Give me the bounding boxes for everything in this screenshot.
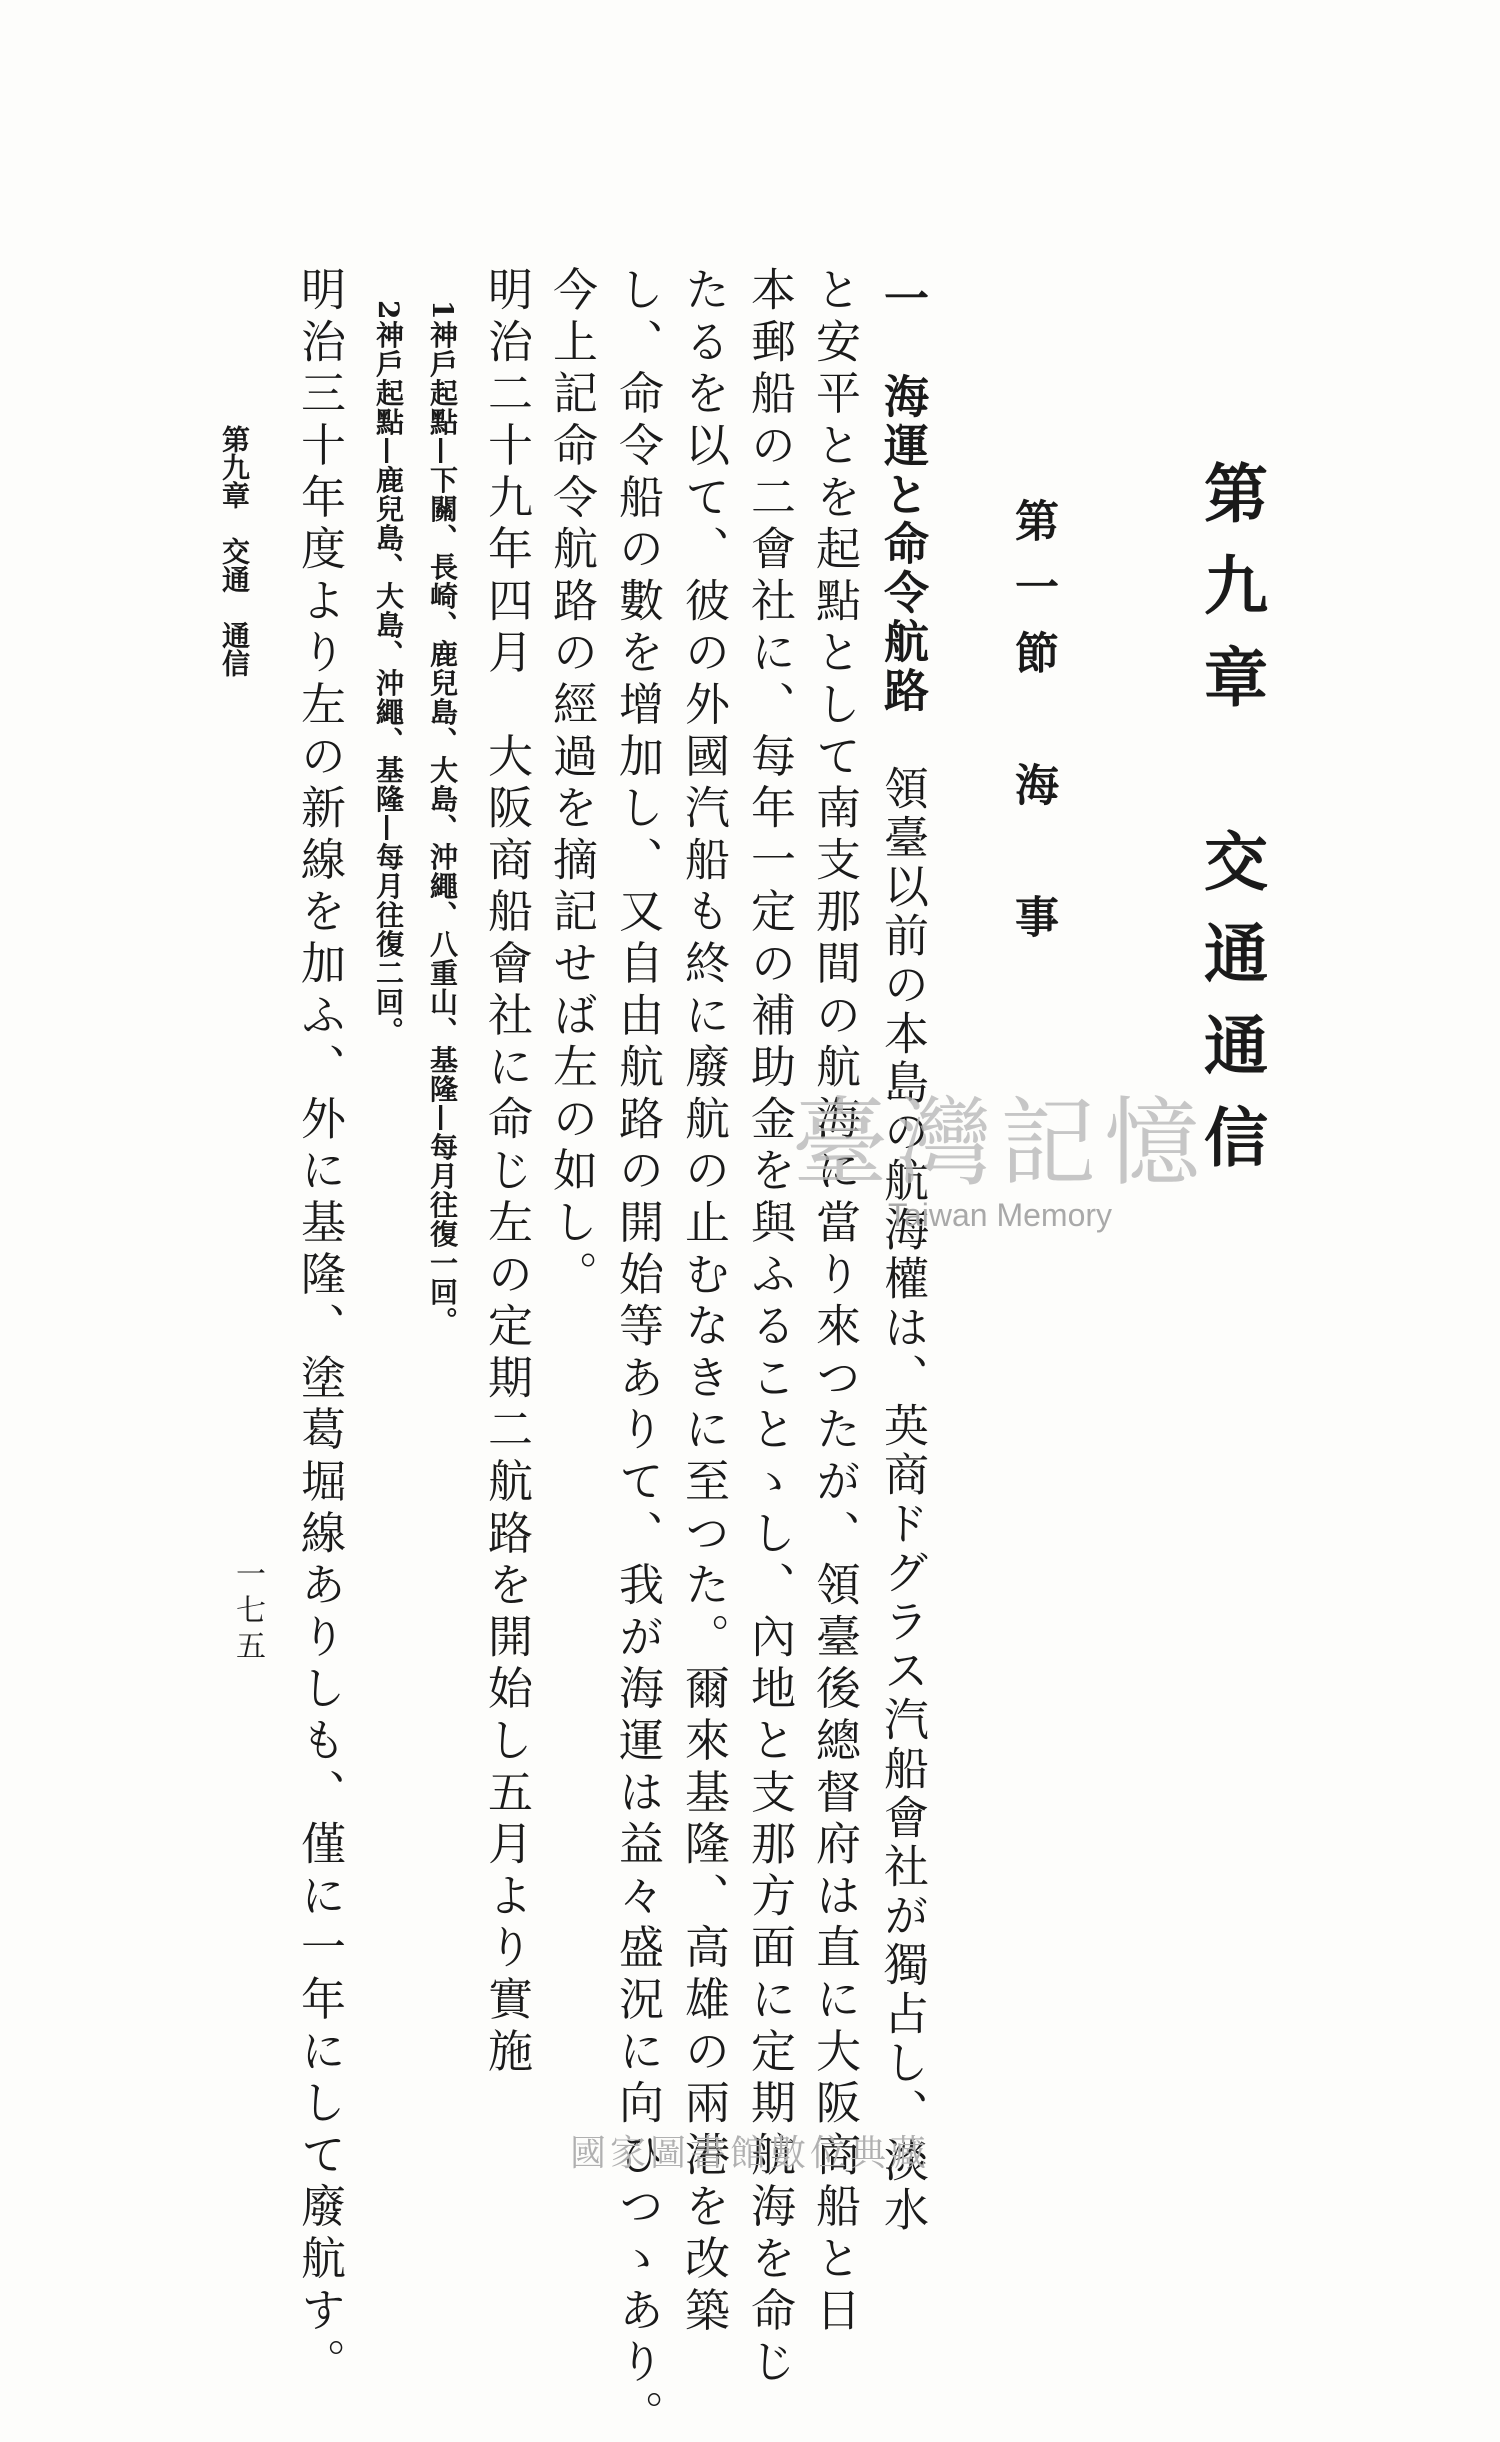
body-column-3: 本郵船の二會社に、每年一定の補助金を與ふることゝし、內地と支那方面に定期航海を命じ xyxy=(743,266,796,2390)
chapter-title: 第九章 交通通信 xyxy=(1193,460,1268,1196)
body-column-6: 今上記命令航路の經過を摘記せば左の如し。 xyxy=(545,266,598,1302)
subsection-heading: 一 海運と命令航路 xyxy=(876,275,929,716)
body-column-1 xyxy=(876,275,929,2235)
body-column-5: し、命令船の數を增加し、又自由航路の開始等ありて、我が海運は益々盛況に向ひつゝあり。 xyxy=(611,266,664,2442)
body-column-7: 明治二十九年四月 大阪商船會社に命じ左の定期二航路を開始し五月より實施 xyxy=(480,266,533,2079)
page-number: 一七五 xyxy=(230,1558,265,1666)
body-column-8: 明治三十年度より左の新線を加ふ、外に基隆、塗葛堀線ありしも、僅に一年にして廢航す。 xyxy=(293,266,346,2390)
taiwan-memory-watermark xyxy=(780,1087,1220,1234)
route-note-1: 1神戶起點—下關、長崎、鹿兒島、大島、沖繩、八重山、基隆—每月往復一回。 xyxy=(426,300,459,1336)
body-column-2: と安平とを起點として南支那間の航海に當り來つたが、領臺後總督府は直に大阪商船と日 xyxy=(808,266,861,2338)
body-text: 領臺以前の本島の航海權は、英商ドグラス汽船會社が獨占し、淡水 xyxy=(876,716,929,2235)
route-note-2: 2神戶起點—鹿兒島、大島、沖繩、基隆—每月往復二回。 xyxy=(372,300,405,1046)
watermark-chinese: 臺灣記憶 xyxy=(792,1087,1208,1199)
body-column-4: たるを以て、彼の外國汽船も終に廢航の止むなきに至つた。爾來基隆、高雄の兩港を改築 xyxy=(677,266,730,2338)
library-mark: 國家圖書館數位典藏 xyxy=(569,2133,930,2174)
running-head: 第九章 交通 通信 xyxy=(218,425,251,677)
section-title: 第一節 海 事 xyxy=(1007,498,1058,960)
watermark-english: Taiwan Memory xyxy=(887,1197,1113,1233)
